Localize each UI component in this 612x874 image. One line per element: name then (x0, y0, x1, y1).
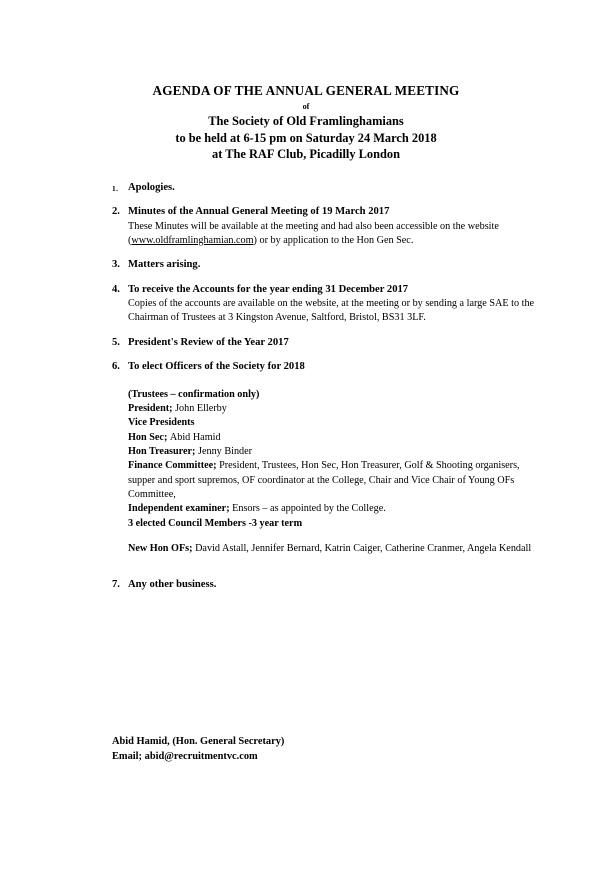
agenda-item-3 (0, 258, 612, 273)
page-title: AGENDA OF THE ANNUAL GENERAL MEETING (152, 83, 460, 98)
officers-list (0, 388, 612, 556)
officers-spacer (128, 531, 542, 542)
title-connector: of (302, 102, 310, 111)
agenda-item-2-heading: Minutes of the Annual General Meeting of 19 March 2017 (128, 206, 390, 218)
meeting-venue: at The RAF Club, Picadilly London (212, 147, 400, 161)
agenda-item-7-number: 7. (112, 579, 120, 591)
officer-hon-sec-label: Hon Sec; (128, 431, 170, 443)
agenda-item-1-heading: Apologies. (128, 181, 175, 193)
signature-block (112, 734, 284, 764)
agenda-item-5 (0, 336, 612, 351)
agenda-item-5-heading: President's Review of the Year 2017 (128, 336, 289, 348)
officer-council-members (128, 517, 542, 531)
agenda-list-tail (0, 578, 612, 593)
signatory-name: Abid Hamid, (Hon. General Secretary) (112, 736, 285, 747)
officer-president-value: John Ellerby (175, 403, 227, 415)
officer-council-members-text: 3 elected Council Members -3 year term (128, 517, 303, 529)
agenda-item-1 (0, 181, 612, 196)
agenda-item-4-number: 4. (112, 283, 120, 295)
officer-finance-committee (128, 459, 542, 502)
officer-hon-sec (128, 431, 542, 445)
officer-hon-treasurer (128, 445, 542, 459)
trustees-note-text: (Trustees – confirmation only) (128, 388, 260, 400)
officer-hon-treasurer-label: Hon Treasurer; (128, 446, 198, 458)
agenda-item-6-heading: To elect Officers of the Society for 2018 (128, 361, 305, 373)
agenda-item-7-heading: Any other business. (128, 579, 217, 591)
new-hon-ofs (128, 542, 542, 556)
signatory-email-label: Email; (112, 751, 145, 762)
officer-president (128, 402, 542, 416)
officer-vice-presidents-label: Vice Presidents (128, 417, 195, 429)
agenda-item-4-body: Copies of the accounts are available on the website, at the meeting or by sending a large SAE to the Chairman of Trustees at 3 Kingston Avenue, Saltford, Bristol, BS31 3LF. (128, 298, 535, 324)
agenda-item-5-number: 5. (112, 336, 120, 348)
agenda-item-2-body (128, 220, 612, 248)
agenda-list (0, 181, 612, 375)
officer-independent-examiner (128, 502, 542, 516)
officer-finance-committee-label: Finance Committee; (128, 460, 220, 472)
agenda-item-6 (0, 360, 612, 375)
agenda-item-7 (0, 578, 612, 593)
agenda-item-3-number: 3. (112, 259, 120, 271)
officer-independent-examiner-label: Independent examiner; (128, 503, 233, 515)
trustees-note (128, 388, 542, 402)
agenda-item-2-number: 2. (112, 206, 120, 218)
officer-hon-sec-value: Abid Hamid (169, 431, 221, 443)
minutes-availability-text: These Minutes will be available at the meeting and had also been accessible on the website ( (128, 220, 499, 246)
agenda-item-1-number: 1. (112, 183, 119, 193)
meeting-datetime: to be held at 6-15 pm on Saturday 24 March 2018 (175, 130, 437, 145)
agenda-item-2 (0, 205, 612, 248)
organisation-name: The Society of Old Framlinghamians (208, 114, 404, 128)
document-title-block (0, 82, 612, 163)
agenda-item-4 (0, 283, 612, 326)
agenda-item-3-heading: Matters arising. (128, 259, 201, 271)
new-hon-ofs-value: David Astall, Jennifer Bernard, Katrin Caiger, Catherine Cranmer, Angela Kendall (195, 542, 532, 554)
officer-hon-treasurer-value: Jenny Binder (198, 446, 253, 458)
officer-finance-committee-value: President, Trustees, Hon Sec, Hon Treasurer, Golf & Shooting organisers, supper and sport supremos, OF coordinator at the College, Chair and Vice Chair of Young OFs Committee, (128, 460, 520, 500)
document-page (0, 82, 612, 874)
signatory-email (112, 749, 284, 764)
new-hon-ofs-label: New Hon OFs; (128, 542, 196, 554)
agenda-item-6-number: 6. (112, 361, 120, 373)
agenda-item-4-heading: To receive the Accounts for the year ending 31 December 2017 (128, 283, 409, 295)
officer-vice-presidents (128, 416, 542, 430)
signatory-email-value[interactable]: abid@recruitmentvc.com (144, 751, 258, 762)
society-website-link[interactable]: www.oldframlinghamian.com (131, 234, 254, 246)
minutes-availability-text-tail: ) or by application to the Hon Gen Sec. (253, 234, 414, 246)
officer-president-label: President; (128, 403, 176, 415)
officer-independent-examiner-value: Ensors – as appointed by the College. (232, 503, 386, 515)
